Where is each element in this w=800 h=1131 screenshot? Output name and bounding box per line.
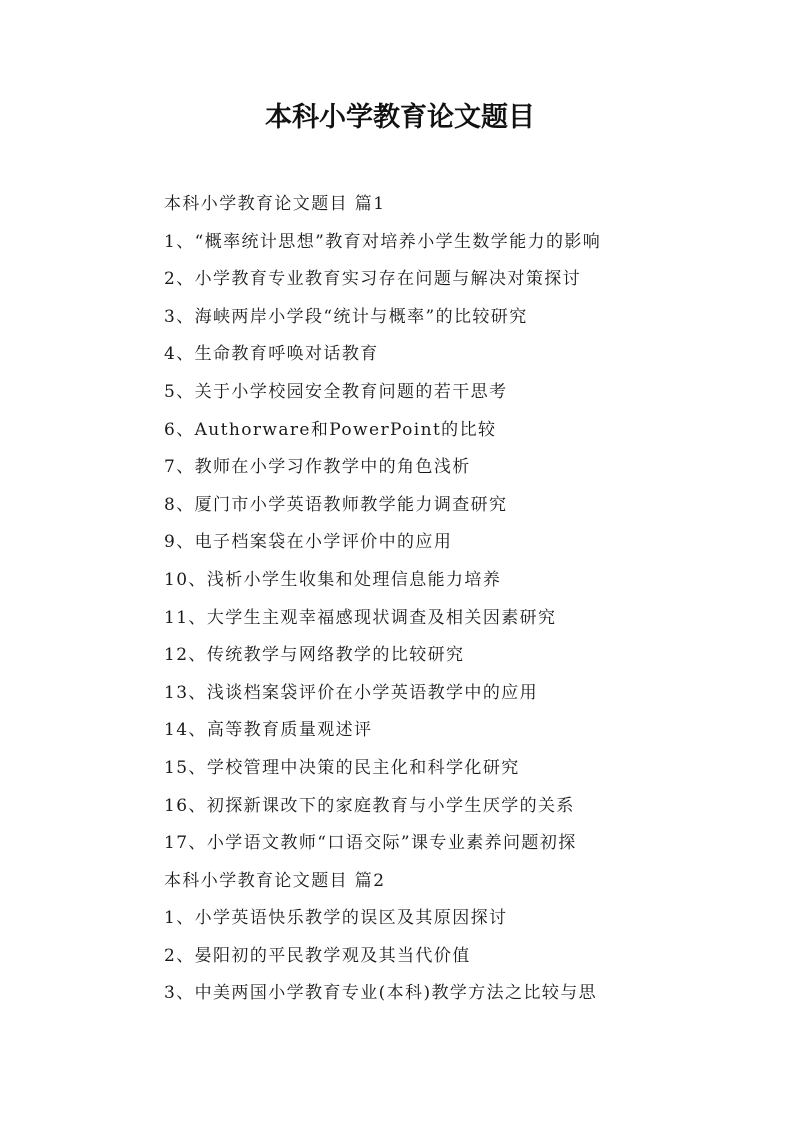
list-item: 17、小学语文教师“口语交际”课专业素养问题初探 (164, 833, 577, 854)
list-item: 1、“概率统计思想”教育对培养小学生数学能力的影响 (164, 231, 602, 252)
list-item: 2、小学教育专业教育实习存在问题与解决对策探讨 (164, 269, 582, 290)
list-item: 16、初探新课改下的家庭教育与小学生厌学的关系 (164, 795, 575, 816)
list-item: 10、浅析小学生收集和处理信息能力培养 (164, 569, 502, 590)
list-item: 13、浅谈档案袋评价在小学英语教学中的应用 (164, 682, 539, 703)
section-heading: 本科小学教育论文题目 篇2 (164, 870, 386, 891)
list-item: 3、中美两国小学教育专业(本科)教学方法之比较与思 (164, 983, 598, 1004)
document-title: 本科小学教育论文题目 (265, 102, 535, 133)
list-item: 6、Authorware和PowerPoint的比较 (164, 419, 497, 440)
list-item: 11、大学生主观幸福感现状调查及相关因素研究 (164, 607, 557, 628)
list-item: 12、传统教学与网络教学的比较研究 (164, 645, 465, 666)
document-body (164, 186, 704, 1013)
list-item: 4、生命教育呼唤对话教育 (164, 344, 379, 365)
list-item: 1、小学英语快乐教学的误区及其原因探讨 (164, 908, 508, 929)
list-item: 14、高等教育质量观述评 (164, 720, 373, 741)
list-item: 3、海峡两岸小学段“统计与概率”的比较研究 (164, 306, 528, 327)
list-item: 5、关于小学校园安全教育问题的若干思考 (164, 381, 508, 402)
list-item: 7、教师在小学习作教学中的角色浅析 (164, 457, 471, 478)
section-heading: 本科小学教育论文题目 篇1 (164, 194, 386, 214)
list-item: 8、厦门市小学英语教师教学能力调查研究 (164, 494, 508, 515)
list-item: 15、学校管理中决策的民主化和科学化研究 (164, 757, 520, 778)
list-item: 2、晏阳初的平民教学观及其当代价值 (164, 945, 471, 966)
list-item: 9、电子档案袋在小学评价中的应用 (164, 532, 453, 553)
